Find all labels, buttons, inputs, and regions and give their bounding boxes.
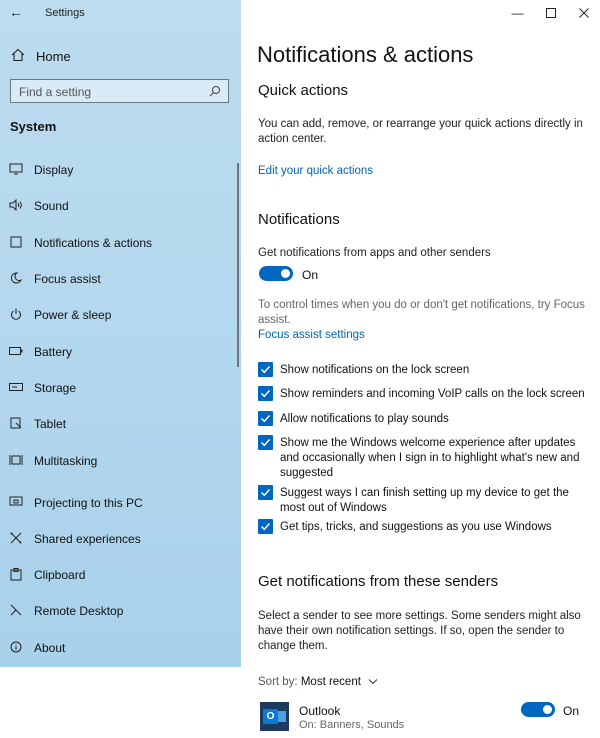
sidebar-item-about[interactable] xyxy=(0,636,241,660)
storage-icon xyxy=(9,380,23,394)
tablet-icon xyxy=(9,416,23,430)
sidebar-item-sound[interactable] xyxy=(0,194,241,218)
sidebar-item-projecting[interactable] xyxy=(0,491,241,515)
sidebar xyxy=(0,0,241,667)
remote-desktop-icon xyxy=(9,603,23,617)
sender-subtitle: On: Banners, Sounds xyxy=(299,719,405,731)
checkbox-checked-icon[interactable] xyxy=(258,362,273,377)
notifications-heading: Notifications xyxy=(258,211,340,228)
app-title: Settings xyxy=(45,7,85,19)
checkbox-label: Get tips, tricks, and suggestions as you use Windows xyxy=(280,521,552,533)
sidebar-scrollbar[interactable] xyxy=(237,163,239,367)
sidebar-item-label: Clipboard xyxy=(34,568,86,582)
senders-description: Select a sender to see more settings. Some senders might also have their own notification settings. If so, open the sender to change them. xyxy=(258,610,581,652)
quick-actions-description: You can add, remove, or rearrange your quick actions directly in action center. xyxy=(258,118,583,145)
sidebar-item-label: Sound xyxy=(34,199,69,213)
checkbox-checked-icon[interactable] xyxy=(258,435,273,450)
section-title: System xyxy=(10,119,57,134)
sort-value: Most recent xyxy=(300,676,361,688)
projecting-icon xyxy=(9,495,23,509)
sidebar-item-power-sleep[interactable] xyxy=(0,303,241,327)
checkbox-reminders-voip[interactable] xyxy=(258,386,588,404)
sidebar-item-storage[interactable] xyxy=(0,376,241,400)
sidebar-item-multitasking[interactable] xyxy=(0,449,241,473)
sidebar-item-label: Multitasking xyxy=(34,454,98,468)
window-controls xyxy=(501,0,600,26)
focus-assist-settings-link[interactable]: Focus assist settings xyxy=(258,329,365,341)
home-label: Home xyxy=(36,48,71,64)
checkbox-label: Allow notifications to play sounds xyxy=(280,413,449,425)
power-icon xyxy=(9,307,23,321)
sidebar-item-battery[interactable] xyxy=(0,340,241,364)
search-placeholder: Find a setting xyxy=(19,85,92,99)
sidebar-home[interactable] xyxy=(10,46,71,66)
sidebar-item-label: Storage xyxy=(34,381,77,395)
sender-name[interactable]: Outlook xyxy=(299,704,341,718)
sidebar-item-focus-assist[interactable] xyxy=(0,267,241,291)
sidebar-titlebar xyxy=(0,0,241,26)
multitasking-icon xyxy=(9,453,23,467)
sidebar-item-label: Display xyxy=(34,163,74,177)
chevron-down-icon xyxy=(364,676,378,688)
maximize-icon[interactable] xyxy=(534,0,567,26)
get-notifications-label: Get notifications from apps and other senders xyxy=(258,247,491,259)
sidebar-item-clipboard[interactable] xyxy=(0,563,241,587)
notifications-toggle[interactable] xyxy=(259,266,293,281)
sidebar-item-label: Remote Desktop xyxy=(34,604,124,618)
quick-actions-heading: Quick actions xyxy=(258,82,349,99)
clipboard-icon xyxy=(9,567,23,581)
close-icon[interactable] xyxy=(567,0,600,26)
sidebar-item-remote-desktop[interactable] xyxy=(0,599,241,623)
focus-assist-note: To control times when you do or don't get notifications, try Focus assist. xyxy=(258,299,585,326)
sound-icon xyxy=(9,198,23,212)
notifications-icon xyxy=(9,235,23,249)
checkbox-welcome-experience[interactable] xyxy=(258,435,588,481)
checkbox-checked-icon[interactable] xyxy=(258,386,273,401)
sidebar-item-label: Projecting to this PC xyxy=(34,496,143,510)
checkbox-lock-screen[interactable] xyxy=(258,362,588,380)
sidebar-item-label: Power & sleep xyxy=(34,308,112,322)
checkbox-play-sounds[interactable] xyxy=(258,411,588,429)
checkbox-label: Show reminders and incoming VoIP calls on the lock screen xyxy=(280,388,585,400)
outlook-toggle[interactable] xyxy=(521,702,555,717)
sidebar-item-label: Notifications & actions xyxy=(34,236,153,250)
search-input[interactable] xyxy=(10,79,229,103)
sidebar-item-label: Battery xyxy=(34,345,73,359)
sort-dropdown[interactable] xyxy=(258,676,378,688)
edit-quick-actions-link[interactable]: Edit your quick actions xyxy=(258,165,374,177)
senders-heading: Get notifications from these senders xyxy=(258,573,499,590)
moon-icon xyxy=(9,271,23,285)
checkbox-label: Show me the Windows welcome experience after updates and occasionally when I sign in to highlight what's new and suggested xyxy=(280,437,580,479)
sidebar-item-tablet[interactable] xyxy=(0,412,241,436)
back-arrow-icon[interactable]: ← xyxy=(9,4,23,20)
home-icon xyxy=(10,48,26,65)
search-icon[interactable] xyxy=(209,84,221,96)
checkbox-suggest-setup[interactable] xyxy=(258,485,588,517)
outlook-icon[interactable] xyxy=(260,702,289,731)
info-icon xyxy=(9,640,23,654)
minimize-icon[interactable]: — xyxy=(511,6,524,20)
main-content xyxy=(241,0,600,738)
sidebar-item-display[interactable] xyxy=(0,158,241,182)
sidebar-item-label: Shared experiences xyxy=(34,532,141,546)
display-icon xyxy=(9,162,23,176)
outlook-logo-icon: O xyxy=(263,709,278,724)
outlook-toggle-label: On xyxy=(563,704,580,718)
battery-icon xyxy=(9,344,23,358)
sidebar-item-label: Focus assist xyxy=(34,272,101,286)
sort-label: Sort by: xyxy=(258,676,298,688)
checkbox-checked-icon[interactable] xyxy=(258,485,273,500)
checkbox-tips-tricks[interactable] xyxy=(258,519,588,537)
sidebar-item-shared-experiences[interactable] xyxy=(0,527,241,551)
checkbox-label: Show notifications on the lock screen xyxy=(280,364,470,376)
sidebar-item-label: About xyxy=(34,641,66,655)
checkbox-label: Suggest ways I can finish setting up my device to get the most out of Windows xyxy=(280,487,569,514)
checkbox-checked-icon[interactable] xyxy=(258,519,273,534)
shared-icon xyxy=(9,531,23,545)
sidebar-item-label: Tablet xyxy=(34,417,67,431)
notifications-toggle-label: On xyxy=(302,268,319,282)
checkbox-checked-icon[interactable] xyxy=(258,411,273,426)
sidebar-item-notifications[interactable] xyxy=(0,231,241,255)
page-title: Notifications & actions xyxy=(257,42,474,67)
